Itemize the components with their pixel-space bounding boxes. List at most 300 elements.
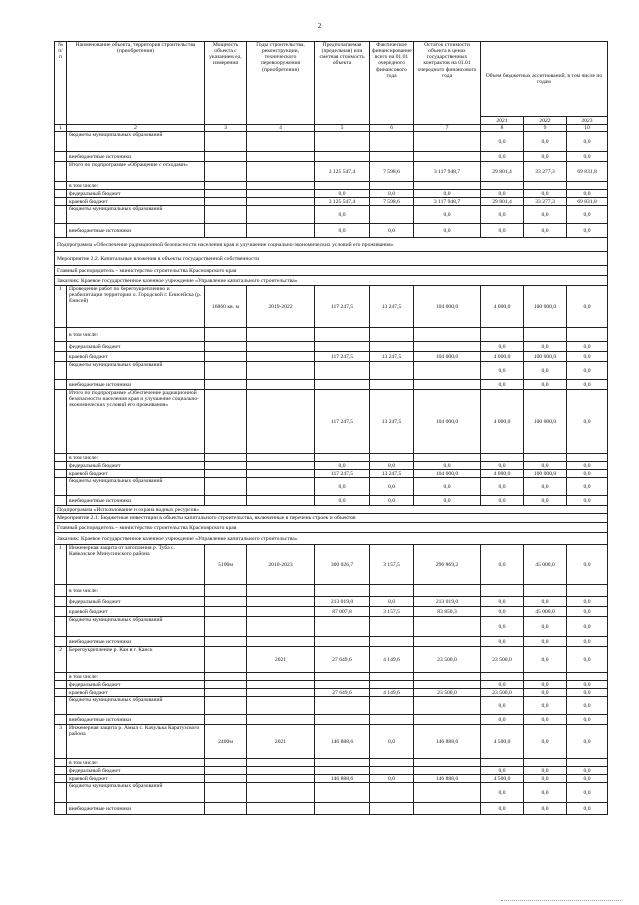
cell-capacity [205, 681, 247, 689]
cell-actual-financing [370, 342, 414, 352]
cell-estimated-cost: 0,0 [315, 224, 370, 238]
cell-item-name: внебюджетные источники [67, 380, 205, 390]
cell-budget-2021: 0,0 [481, 380, 524, 390]
cell-row-number [55, 689, 67, 697]
cell-item-name: бюджеты муниципальных образований [67, 697, 205, 715]
cell-capacity [205, 715, 247, 725]
cell-capacity [205, 198, 247, 206]
cell-estimated-cost [315, 182, 370, 190]
cell-remaining-cost [414, 803, 481, 815]
section-heading: Главный распорядитель – министерство строительства Красноярского края [55, 523, 608, 533]
cell-estimated-cost: 0,0 [315, 478, 370, 496]
cell-budget-2022: 0,0 [524, 803, 567, 815]
cell-estimated-cost [315, 380, 370, 390]
table-row [55, 715, 608, 725]
cell-budget-2021: 0,0 [481, 715, 524, 725]
cell-years [247, 454, 315, 462]
cell-row-number [55, 380, 67, 390]
cell-actual-financing: 13 247,5 [370, 286, 414, 328]
cell-row-number [55, 352, 67, 362]
cell-years [247, 380, 315, 390]
cell-budget-2022: 0,0 [524, 617, 567, 637]
cell-capacity [205, 673, 247, 681]
cell-row-number [55, 767, 67, 775]
colnum: 10 [567, 125, 608, 132]
cell-estimated-cost: 117 247,5 [315, 352, 370, 362]
cell-row-number [55, 775, 67, 783]
cell-budget-2021 [481, 673, 524, 681]
cell-budget-2023: 0,0 [567, 496, 608, 506]
cell-row-number [55, 803, 67, 815]
cell-capacity [205, 783, 247, 803]
cell-budget-2021: 23 500,0 [481, 689, 524, 697]
cell-row-number [55, 182, 67, 190]
cell-item-name: Берегоукрепление р. Кан в г. Канск [67, 647, 205, 673]
cell-years [247, 152, 315, 162]
cell-remaining-cost [414, 585, 481, 597]
cell-item-name: краевой бюджет [67, 775, 205, 783]
cell-years [247, 190, 315, 198]
cell-capacity [205, 803, 247, 815]
cell-estimated-cost [315, 767, 370, 775]
header-remaining-cost: Остаток стоимости объекта в ценах государственных контрактов на 01.01 очередного финансового года [414, 42, 481, 125]
cell-item-name: бюджеты муниципальных образований [67, 617, 205, 637]
cell-actual-financing [370, 767, 414, 775]
cell-budget-2021: 4 000,0 [481, 352, 524, 362]
cell-years [247, 352, 315, 362]
cell-years [247, 715, 315, 725]
cell-row-number [55, 715, 67, 725]
cell-budget-2022: 100 000,0 [524, 470, 567, 478]
cell-budget-2022: 0,0 [524, 647, 567, 673]
cell-budget-2021: 0,0 [481, 342, 524, 352]
cell-budget-2022: 0,0 [524, 689, 567, 697]
cell-budget-2023: 0,0 [567, 362, 608, 380]
cell-actual-financing: 0,0 [370, 224, 414, 238]
cell-remaining-cost: 296 869,2 [414, 545, 481, 585]
colnum: 6 [370, 125, 414, 132]
cell-row-number [55, 759, 67, 767]
cell-years [247, 132, 315, 152]
cell-row-number [55, 681, 67, 689]
cell-capacity [205, 132, 247, 152]
cell-budget-2023: 0,0 [567, 190, 608, 198]
cell-budget-2021 [481, 585, 524, 597]
cell-years [247, 783, 315, 803]
cell-estimated-cost [315, 585, 370, 597]
cell-remaining-cost: 0,0 [414, 190, 481, 198]
cell-item-name: в том числе: [67, 585, 205, 597]
cell-remaining-cost [414, 152, 481, 162]
cell-years [247, 607, 315, 617]
cell-item-name: федеральный бюджет [67, 681, 205, 689]
cell-row-number [55, 328, 67, 342]
table-row [55, 681, 608, 689]
table-row [55, 470, 608, 478]
cell-budget-2023: 0,0 [567, 697, 608, 715]
cell-item-name: в том числе: [67, 673, 205, 681]
cell-row-number [55, 390, 67, 454]
cell-budget-2022: 0,0 [524, 697, 567, 715]
cell-estimated-cost [315, 673, 370, 681]
cell-estimated-cost [315, 759, 370, 767]
section-heading: Мероприятие 2.2. Капитальные вложения в объекты государственной собственности [55, 252, 608, 266]
cell-estimated-cost [315, 803, 370, 815]
cell-capacity [205, 152, 247, 162]
cell-actual-financing: 4 149,6 [370, 647, 414, 673]
cell-capacity [205, 689, 247, 697]
cell-actual-financing: 13 247,5 [370, 470, 414, 478]
section-heading-row [55, 252, 608, 266]
cell-remaining-cost [414, 342, 481, 352]
cell-remaining-cost: 3 117 948,7 [414, 162, 481, 182]
cell-estimated-cost [315, 637, 370, 647]
section-heading-row [55, 506, 608, 514]
cell-estimated-cost: 3 125 547,4 [315, 162, 370, 182]
capital-investment-table [54, 41, 608, 815]
header-capacity: Мощность объекта с указанием ед. измерения [205, 42, 247, 125]
cell-item-name: Инженерная защита р. Амыл с. Качулька Каратузского района [67, 725, 205, 759]
cell-actual-financing [370, 617, 414, 637]
cell-actual-financing [370, 681, 414, 689]
table-row [55, 689, 608, 697]
cell-estimated-cost: 27 649,6 [315, 647, 370, 673]
section-heading-row [55, 514, 608, 523]
cell-capacity: 16860 кв. м [205, 286, 247, 328]
cell-actual-financing: 7 598,6 [370, 162, 414, 182]
cell-budget-2021: 0,0 [481, 803, 524, 815]
cell-capacity [205, 380, 247, 390]
cell-row-number [55, 496, 67, 506]
cell-item-name: краевой бюджет [67, 689, 205, 697]
cell-row-number [55, 198, 67, 206]
table-row [55, 182, 608, 190]
cell-row-number: 1 [55, 286, 67, 328]
cell-remaining-cost [414, 132, 481, 152]
cell-estimated-cost: 27 649,6 [315, 689, 370, 697]
cell-capacity [205, 390, 247, 454]
cell-budget-2021: 0,0 [481, 190, 524, 198]
cell-remaining-cost [414, 697, 481, 715]
cell-remaining-cost: 3 117 948,7 [414, 198, 481, 206]
section-heading-row [55, 523, 608, 533]
cell-budget-2022 [524, 759, 567, 767]
cell-item-name: федеральный бюджет [67, 190, 205, 198]
cell-item-name: бюджеты муниципальных образований [67, 478, 205, 496]
cell-budget-2023: 0,0 [567, 715, 608, 725]
cell-years [247, 681, 315, 689]
cell-actual-financing [370, 454, 414, 462]
cell-budget-2021 [481, 328, 524, 342]
cell-item-name: федеральный бюджет [67, 342, 205, 352]
cell-estimated-cost [315, 362, 370, 380]
cell-item-name: краевой бюджет [67, 198, 205, 206]
section-heading-row [55, 266, 608, 276]
cell-budget-2021: 0,0 [481, 617, 524, 637]
cell-estimated-cost: 146 888,6 [315, 775, 370, 783]
cell-item-name: внебюджетные источники [67, 803, 205, 815]
cell-estimated-cost: 87 007,8 [315, 607, 370, 617]
cell-budget-2022: 0,0 [524, 206, 567, 224]
cell-budget-2023: 0,0 [567, 132, 608, 152]
cell-item-name: бюджеты муниципальных образований [67, 206, 205, 224]
cell-years [247, 328, 315, 342]
cell-budget-2022: 33 277,3 [524, 198, 567, 206]
cell-actual-financing [370, 673, 414, 681]
cell-years [247, 617, 315, 637]
table-row [55, 352, 608, 362]
cell-actual-financing [370, 132, 414, 152]
section-heading: Заказчик: Краевое государственное казенное учреждение «Управление капитального строительства» [55, 276, 608, 286]
cell-actual-financing: 4 149,6 [370, 689, 414, 697]
cell-actual-financing: 0,0 [370, 496, 414, 506]
cell-budget-2022: 0,0 [524, 775, 567, 783]
cell-actual-financing: 13 247,5 [370, 390, 414, 454]
cell-budget-2022: 0,0 [524, 478, 567, 496]
cell-estimated-cost [315, 132, 370, 152]
column-number-row [55, 125, 608, 132]
cell-row-number [55, 362, 67, 380]
cell-budget-2023: 0,0 [567, 380, 608, 390]
cell-budget-2022: 0,0 [524, 783, 567, 803]
cell-remaining-cost [414, 454, 481, 462]
cell-item-name: в том числе: [67, 328, 205, 342]
cell-estimated-cost [315, 617, 370, 637]
cell-budget-2022 [524, 182, 567, 190]
cell-capacity [205, 697, 247, 715]
cell-budget-2022: 0,0 [524, 496, 567, 506]
cell-estimated-cost: 3 125 547,4 [315, 198, 370, 206]
colnum: 1 [55, 125, 67, 132]
cell-budget-2023: 0,0 [567, 725, 608, 759]
cell-years [247, 496, 315, 506]
cell-budget-2023: 0,0 [567, 352, 608, 362]
section-heading: Подпрограмма «Обеспечение радиационной безопасности населения края и улучшение социально-экономических условий его проживания» [55, 238, 608, 252]
cell-actual-financing [370, 697, 414, 715]
table-row [55, 767, 608, 775]
table-row [55, 803, 608, 815]
cell-budget-2023 [567, 673, 608, 681]
header-year-1: 2021 [481, 117, 524, 125]
cell-actual-financing [370, 182, 414, 190]
cell-estimated-cost: 0,0 [315, 190, 370, 198]
header-years: Годы строительства, реконструкции, технического перевооружения (приобретения) [247, 42, 315, 125]
cell-item-name: внебюджетные источники [67, 152, 205, 162]
cell-actual-financing: 0,0 [370, 597, 414, 607]
table-row [55, 286, 608, 328]
cell-remaining-cost: 146 888,6 [414, 725, 481, 759]
colnum: 8 [481, 125, 524, 132]
cell-budget-2022: 0,0 [524, 715, 567, 725]
cell-years [247, 803, 315, 815]
cell-years [247, 224, 315, 238]
cell-remaining-cost [414, 715, 481, 725]
cell-budget-2023: 0,0 [567, 390, 608, 454]
cell-actual-financing: 0,0 [370, 190, 414, 198]
table-row [55, 206, 608, 224]
cell-budget-2023 [567, 759, 608, 767]
colnum: 3 [205, 125, 247, 132]
cell-row-number [55, 152, 67, 162]
cell-budget-2023: 0,0 [567, 803, 608, 815]
cell-budget-2021: 0,0 [481, 478, 524, 496]
table-row [55, 328, 608, 342]
cell-remaining-cost [414, 380, 481, 390]
cell-estimated-cost: 117 247,5 [315, 390, 370, 454]
cell-budget-2023 [567, 585, 608, 597]
cell-remaining-cost: 104 000,0 [414, 470, 481, 478]
cell-budget-2022: 0,0 [524, 380, 567, 390]
table-row [55, 190, 608, 198]
header-actual-financing: Фактическое финансирование всего на 01.01 очередного финансового года [370, 42, 414, 125]
cell-item-name: Инженерная защита от затопления р. Туба с. Кавказское Минусинского района [67, 545, 205, 585]
table-row [55, 775, 608, 783]
cell-row-number [55, 783, 67, 803]
cell-actual-financing [370, 637, 414, 647]
cell-budget-2022: 0,0 [524, 681, 567, 689]
cell-remaining-cost [414, 673, 481, 681]
cell-remaining-cost [414, 182, 481, 190]
table-row [55, 198, 608, 206]
cell-capacity [205, 496, 247, 506]
cell-budget-2021 [481, 182, 524, 190]
table-row [55, 390, 608, 454]
table-row [55, 342, 608, 352]
cell-budget-2021: 0,0 [481, 545, 524, 585]
cell-remaining-cost [414, 637, 481, 647]
section-heading: Подпрограмма «Использование и охрана водных ресурсов» [55, 506, 608, 514]
cell-budget-2023: 0,0 [567, 767, 608, 775]
cell-budget-2022: 0,0 [524, 362, 567, 380]
cell-budget-2021: 0,0 [481, 224, 524, 238]
cell-budget-2023 [567, 182, 608, 190]
cell-years: 2019-2022 [247, 286, 315, 328]
cell-budget-2023: 0,0 [567, 342, 608, 352]
cell-years [247, 342, 315, 352]
colnum: 2 [67, 125, 205, 132]
cell-row-number [55, 454, 67, 462]
cell-row-number [55, 190, 67, 198]
cell-remaining-cost: 0,0 [414, 462, 481, 470]
cell-row-number [55, 132, 67, 152]
cell-years [247, 390, 315, 454]
cell-actual-financing [370, 328, 414, 342]
cell-actual-financing: 0,0 [370, 462, 414, 470]
cell-years [247, 673, 315, 681]
cell-remaining-cost: 104 000,0 [414, 390, 481, 454]
cell-estimated-cost: 0,0 [315, 206, 370, 224]
section-heading: Главный распорядитель – министерство строительства Красноярского края [55, 266, 608, 276]
cell-budget-2023: 0,0 [567, 224, 608, 238]
cell-item-name: Итого по подпрограмме «Обеспечение радиационной безопасности населения края и улучшение социально-экономических условий его проживания» [67, 390, 205, 454]
cell-years [247, 478, 315, 496]
cell-remaining-cost: 146 888,6 [414, 775, 481, 783]
cell-capacity [205, 617, 247, 637]
section-heading: Мероприятие 2.1. Бюджетные инвестиции в объекты капитального строительства, включенные в перечень строек и объектов [55, 514, 608, 523]
cell-budget-2023: 0,0 [567, 152, 608, 162]
cell-budget-2021: 0,0 [481, 496, 524, 506]
cell-years [247, 597, 315, 607]
cell-row-number [55, 206, 67, 224]
cell-budget-2021: 4 000,0 [481, 286, 524, 328]
cell-row-number [55, 162, 67, 182]
cell-row-number [55, 478, 67, 496]
cell-years [247, 182, 315, 190]
cell-item-name: федеральный бюджет [67, 767, 205, 775]
cell-estimated-cost: 117 247,5 [315, 286, 370, 328]
cell-budget-2021: 0,0 [481, 767, 524, 775]
cell-item-name: внебюджетные источники [67, 496, 205, 506]
cell-estimated-cost [315, 681, 370, 689]
table-row [55, 162, 608, 182]
table-row [55, 673, 608, 681]
cell-item-name: краевой бюджет [67, 352, 205, 362]
cell-item-name: Итого по подпрограмме «Обращение с отходами» [67, 162, 205, 182]
cell-budget-2022 [524, 673, 567, 681]
cell-budget-2021: 0,0 [481, 206, 524, 224]
cell-budget-2021: 4 500,0 [481, 775, 524, 783]
cell-actual-financing [370, 152, 414, 162]
cell-budget-2022: 0,0 [524, 462, 567, 470]
cell-years: 2021 [247, 647, 315, 673]
cell-actual-financing [370, 783, 414, 803]
header-num: № п/п [55, 42, 67, 125]
table-row [55, 380, 608, 390]
table-row [55, 545, 608, 585]
cell-budget-2023: 0,0 [567, 637, 608, 647]
table-row [55, 597, 608, 607]
cell-budget-2023 [567, 454, 608, 462]
cell-row-number: 1 [55, 545, 67, 585]
cell-row-number [55, 607, 67, 617]
cell-item-name: бюджеты муниципальных образований [67, 783, 205, 803]
cell-budget-2022: 0,0 [524, 725, 567, 759]
table-row [55, 783, 608, 803]
cell-budget-2022: 100 000,0 [524, 352, 567, 362]
cell-row-number: 2 [55, 647, 67, 673]
cell-capacity [205, 162, 247, 182]
cell-remaining-cost [414, 767, 481, 775]
cell-years [247, 637, 315, 647]
table-row [55, 607, 608, 617]
header-budget: Объем бюджетных ассигнований, в том числе по годам [481, 42, 608, 117]
table-row [55, 152, 608, 162]
cell-capacity [205, 190, 247, 198]
cell-budget-2022: 0,0 [524, 132, 567, 152]
cell-remaining-cost: 0,0 [414, 224, 481, 238]
cell-budget-2022: 45 000,0 [524, 545, 567, 585]
cell-budget-2022: 100 000,0 [524, 286, 567, 328]
cell-item-name: федеральный бюджет [67, 462, 205, 470]
table-row [55, 454, 608, 462]
cell-actual-financing [370, 715, 414, 725]
cell-years [247, 198, 315, 206]
cell-item-name: бюджеты муниципальных образований [67, 362, 205, 380]
cell-row-number [55, 224, 67, 238]
cell-budget-2023: 69 831,8 [567, 162, 608, 182]
cell-row-number [55, 673, 67, 681]
table-row [55, 725, 608, 759]
cell-years [247, 470, 315, 478]
table-row [55, 617, 608, 637]
cell-capacity [205, 759, 247, 767]
cell-budget-2023: 0,0 [567, 206, 608, 224]
cell-remaining-cost: 213 019,0 [414, 597, 481, 607]
table-row [55, 462, 608, 470]
cell-budget-2021: 4 000,0 [481, 470, 524, 478]
cell-row-number [55, 342, 67, 352]
cell-item-name: в том числе: [67, 454, 205, 462]
